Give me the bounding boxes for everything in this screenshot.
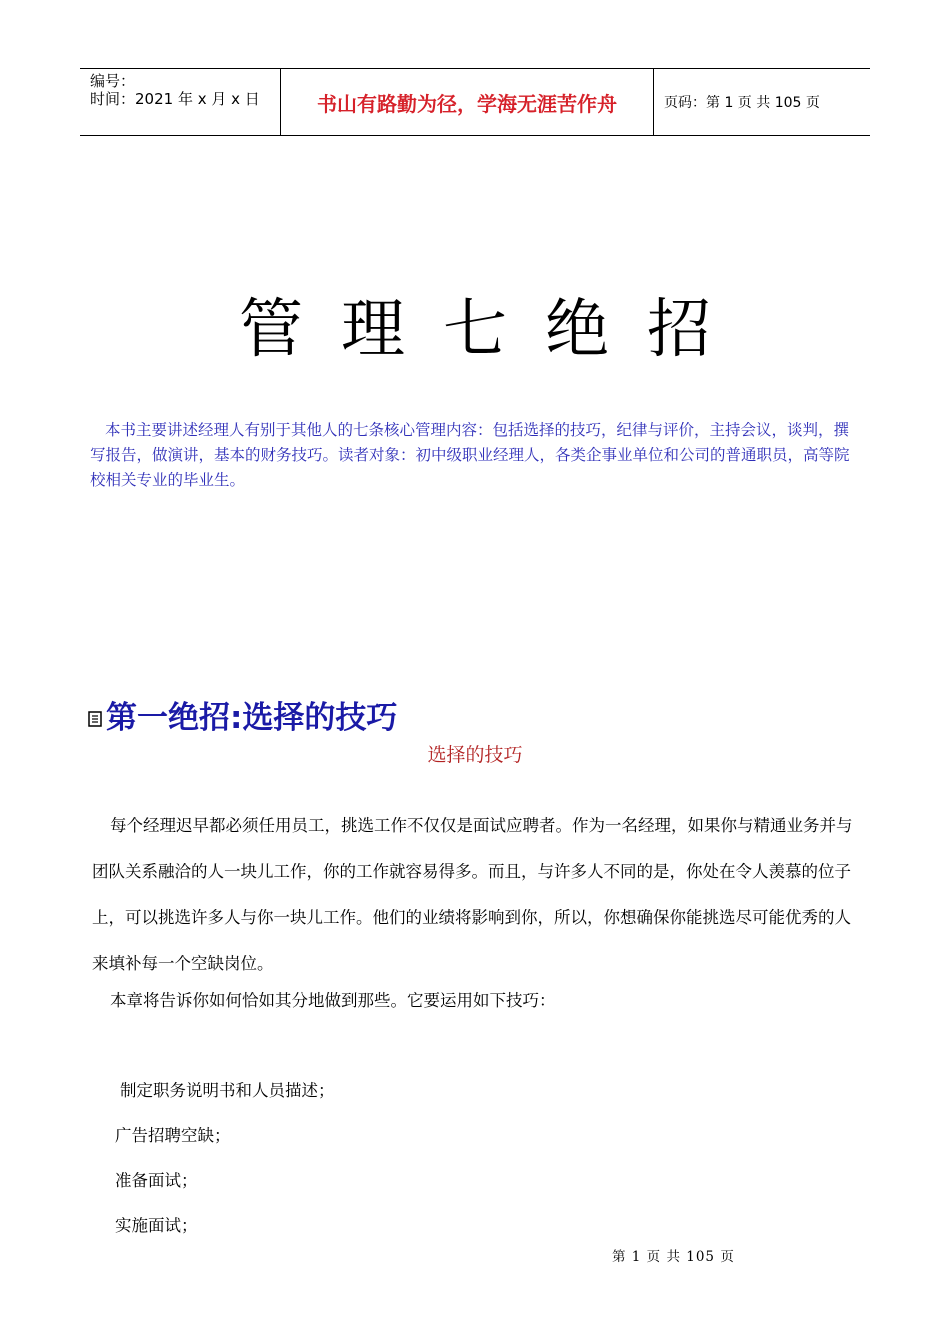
list-item: 准备面试；: [115, 1171, 198, 1190]
body-paragraph-2: 本章将告诉你如何恰如其分地做到那些。它要运用如下技巧：: [110, 991, 556, 1010]
document-icon: [88, 711, 102, 727]
document-title: 管理七绝招: [239, 293, 749, 367]
header-time-label: 时间：2021 年 x 月 x 日: [90, 90, 260, 108]
list-item: 实施面试；: [115, 1216, 198, 1235]
header-number-label: 编号：: [90, 72, 136, 90]
body-paragraph-1: 每个经理迟早都必须任用员工，挑选工作不仅仅是面试应聘者。作为一名经理，如果你与精通业务并与团队关系融洽的人一块儿工作，你的工作就容易得多。而且，与许多人不同的是，你处在令人羡慕的位子上，可以挑选许多人与你一块儿工作。他们的业绩将影响到你，所以，你想确保你能挑选尽可能优秀的人来填补每一个空缺岗位。: [92, 816, 853, 973]
header-motto: 书山有路勤为径，学海无涯苦作舟: [281, 69, 654, 135]
chapter-heading-text: 第一绝招:选择的技巧: [106, 700, 398, 736]
page-header: [80, 68, 870, 136]
list-item: 广告招聘空缺；: [115, 1126, 231, 1145]
chapter-subtitle: 选择的技巧: [427, 744, 523, 766]
list-item: 制定职务说明书和人员描述；: [120, 1081, 335, 1100]
header-meta: [80, 69, 281, 135]
header-page-info: 页码：第 1 页 共 105 页: [664, 95, 820, 111]
page-footer: 第 1 页 共 105 页: [612, 1249, 735, 1265]
chapter-heading: [88, 692, 397, 737]
intro-paragraph: 本书主要讲述经理人有别于其他人的七条核心管理内容：包括选择的技巧，纪律与评价，主持会议，谈判，撰写报告，做演讲，基本的财务技巧。读者对象：初中级职业经理人，各类企事业单位和公司的普通职员，高等院校相关专业的毕业生。: [90, 421, 850, 489]
